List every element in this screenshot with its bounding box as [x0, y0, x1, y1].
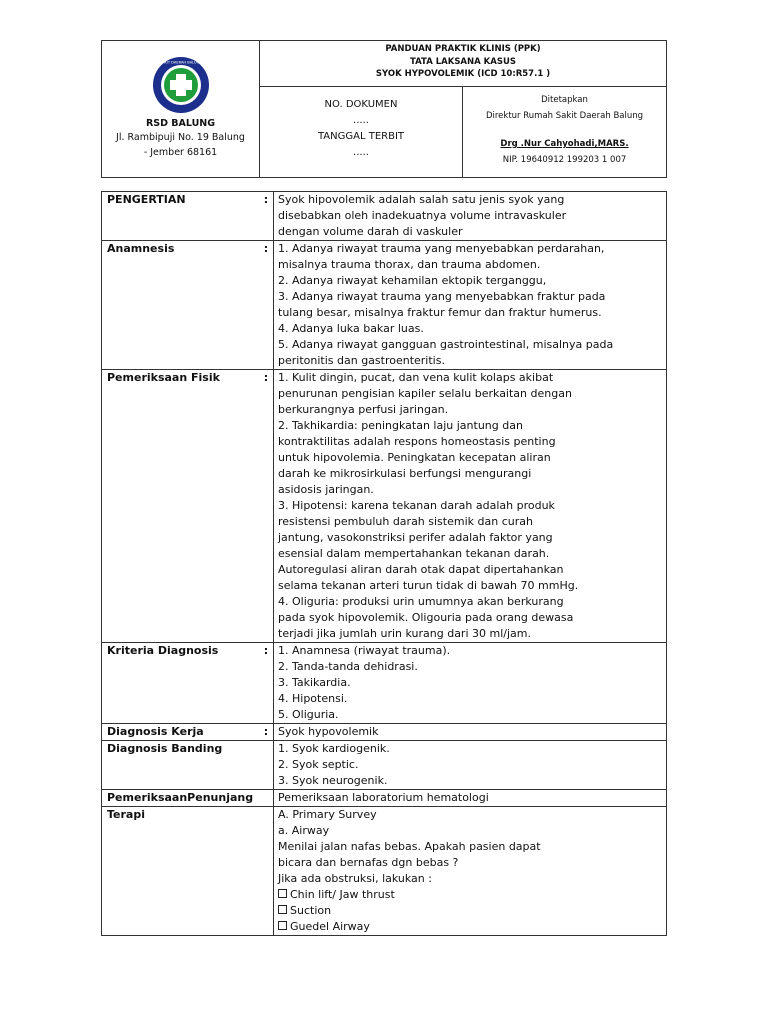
- hospital-logo-icon: [144, 56, 217, 114]
- content-line: 3. Adanya riwayat trauma yang menyebabkan fraktur pada: [278, 290, 606, 303]
- title-line-3: SYOK HYPOVOLEMIK (ICD 10:R57.1 ): [375, 69, 551, 79]
- row-content: [274, 192, 667, 241]
- content-line: 5. Oliguria.: [278, 708, 339, 721]
- content-line: 4. Adanya luka bakar luas.: [278, 322, 424, 335]
- row-content: [274, 790, 667, 807]
- content-line: terjadi jika jumlah urin kurang dari 30 ml/jam.: [278, 627, 531, 640]
- row-content: [274, 741, 667, 790]
- content-table: [101, 191, 667, 936]
- content-line: Jika ada obstruksi, lakukan :: [278, 872, 432, 885]
- row-colon: [259, 790, 274, 807]
- table-row: [102, 370, 667, 643]
- row-label: PENGERTIAN: [102, 192, 260, 241]
- content-line: 3. Syok neurogenik.: [278, 774, 388, 787]
- content-line: 4. Hipotensi.: [278, 692, 348, 705]
- row-label: PemeriksaanPenunjang: [102, 790, 260, 807]
- table-row: [102, 643, 667, 724]
- table-row: [102, 807, 667, 936]
- row-content: [274, 241, 667, 370]
- content-line: 3. Takikardia.: [278, 676, 351, 689]
- doc-number-label: NO. DOKUMEN: [324, 99, 398, 110]
- hospital-address-line2: - Jember 68161: [143, 147, 218, 158]
- content-line: bicara dan bernafas dgn bebas ?: [278, 856, 459, 869]
- content-line: a. Airway: [278, 824, 330, 837]
- content-line: 5. Adanya riwayat gangguan gastrointestinal, misalnya pada: [278, 338, 614, 351]
- hospital-name: RSD BALUNG: [145, 118, 216, 129]
- table-row: [102, 192, 667, 241]
- row-label: Diagnosis Kerja: [102, 724, 260, 741]
- row-colon: :: [259, 192, 274, 241]
- content-line: peritonitis dan gastroenteritis.: [278, 354, 445, 367]
- issue-date-label: TANGGAL TERBIT: [317, 131, 405, 142]
- row-label: Anamnesis: [102, 241, 260, 370]
- content-line: 1. Kulit dingin, pucat, dan vena kulit kolaps akibat: [278, 371, 554, 384]
- doc-number-value: .....: [353, 115, 369, 126]
- row-colon: :: [259, 724, 274, 741]
- approval-label: Ditetapkan: [541, 95, 588, 105]
- table-row: [102, 241, 667, 370]
- content-line: 2. Syok septic.: [278, 758, 359, 771]
- document-header: [101, 40, 667, 178]
- content-line: Syok hipovolemik adalah salah satu jenis syok yang: [278, 193, 565, 206]
- row-colon: :: [259, 241, 274, 370]
- content-line: misalnya trauma thorax, dan trauma abdomen.: [278, 258, 541, 271]
- content-line: untuk hipovolemia. Peningkatan kecepatan aliran: [278, 451, 551, 464]
- bullet-item: [278, 919, 662, 935]
- issue-date-value: .....: [353, 147, 369, 158]
- content-line: selama tekanan arteri turun tidak di bawah 70 mmHg.: [278, 579, 579, 592]
- content-line: dengan volume darah di vaskuler: [278, 225, 463, 238]
- signer-name: Drg .Nur Cahyohadi,MARS.: [500, 139, 629, 149]
- table-row: [102, 790, 667, 807]
- row-label: Kriteria Diagnosis: [102, 643, 260, 724]
- row-label: Pemeriksaan Fisik: [102, 370, 260, 643]
- hospital-identity-cell: [102, 41, 260, 178]
- bullet-item: [278, 887, 662, 903]
- content-line: 2. Adanya riwayat kehamilan ektopik terganggu,: [278, 274, 547, 287]
- content-line: Autoregulasi aliran darah otak dapat dipertahankan: [278, 563, 564, 576]
- content-line: 1. Syok kardiogenik.: [278, 742, 390, 755]
- content-line: kontraktilitas adalah respons homeostasis penting: [278, 435, 556, 448]
- checkbox-bullet-icon: [278, 905, 287, 914]
- content-line: 4. Oliguria: produksi urin umumnya akan berkurang: [278, 595, 564, 608]
- content-line: asidosis jaringan.: [278, 483, 374, 496]
- bullet-text: Guedel Airway: [290, 920, 370, 933]
- row-content: [274, 643, 667, 724]
- approval-authority: Direktur Rumah Sakit Daerah Balung: [485, 111, 644, 121]
- signer-nip: NIP. 19640912 199203 1 007: [502, 155, 627, 165]
- checkbox-bullet-icon: [278, 921, 287, 930]
- content-line: jantung, vasokonstriksi perifer adalah faktor yang: [278, 531, 553, 544]
- svg-text:RUMAH SAKIT DAERAH BALUNG JEMB: RUMAH SAKIT DAERAH BALUNG JEMBER: [144, 60, 217, 65]
- content-line: 2. Takhikardia: peningkatan laju jantung dan: [278, 419, 523, 432]
- document-title-cell: [260, 41, 667, 87]
- content-line: resistensi pembuluh darah sistemik dan curah: [278, 515, 533, 528]
- row-colon: [259, 741, 274, 790]
- content-line: A. Primary Survey: [278, 808, 377, 821]
- content-line: tulang besar, misalnya fraktur femur dan fraktur humerus.: [278, 306, 602, 319]
- content-line: 1. Adanya riwayat trauma yang menyebabkan perdarahan,: [278, 242, 605, 255]
- bullet-text: Suction: [290, 904, 332, 917]
- content-line: Syok hypovolemik: [278, 725, 379, 738]
- row-colon: :: [259, 643, 274, 724]
- title-line-1: PANDUAN PRAKTIK KLINIS (PPK): [385, 44, 541, 54]
- content-line: penurunan pengisian kapiler selalu berkaitan dengan: [278, 387, 572, 400]
- row-content: [274, 724, 667, 741]
- content-table-body: [102, 192, 667, 936]
- content-line: darah ke mikrosirkulasi berfungsi mengurangi: [278, 467, 532, 480]
- hospital-address-line1: Jl. Rambipuji No. 19 Balung: [116, 132, 245, 143]
- content-line: esensial dalam mempertahankan tekanan darah.: [278, 547, 550, 560]
- document-info-cell: [260, 87, 463, 178]
- bullet-text: Chin lift/ Jaw thrust: [290, 888, 395, 901]
- bullet-item: [278, 903, 662, 919]
- row-content: [274, 807, 667, 936]
- row-content: [274, 370, 667, 643]
- row-label: Diagnosis Banding: [102, 741, 260, 790]
- content-line: Menilai jalan nafas bebas. Apakah pasien dapat: [278, 840, 541, 853]
- content-line: Pemeriksaan laboratorium hematologi: [278, 791, 489, 804]
- row-colon: [259, 807, 274, 936]
- checkbox-bullet-icon: [278, 889, 287, 898]
- table-row: [102, 724, 667, 741]
- content-line: 2. Tanda-tanda dehidrasi.: [278, 660, 418, 673]
- row-colon: :: [259, 370, 274, 643]
- title-line-2: TATA LAKSANA KASUS: [410, 56, 516, 67]
- row-label: Terapi: [102, 807, 260, 936]
- hospital-logo: [102, 56, 259, 114]
- content-line: 3. Hipotensi: karena tekanan darah adalah produk: [278, 499, 555, 512]
- approval-cell: [463, 87, 667, 178]
- content-line: disebabkan oleh inadekuatnya volume intravaskuler: [278, 209, 567, 222]
- content-line: berkurangnya perfusi jaringan.: [278, 403, 449, 416]
- content-line: pada syok hipovolemik. Oligouria pada orang dewasa: [278, 611, 574, 624]
- content-line: 1. Anamnesa (riwayat trauma).: [278, 644, 451, 657]
- table-row: [102, 741, 667, 790]
